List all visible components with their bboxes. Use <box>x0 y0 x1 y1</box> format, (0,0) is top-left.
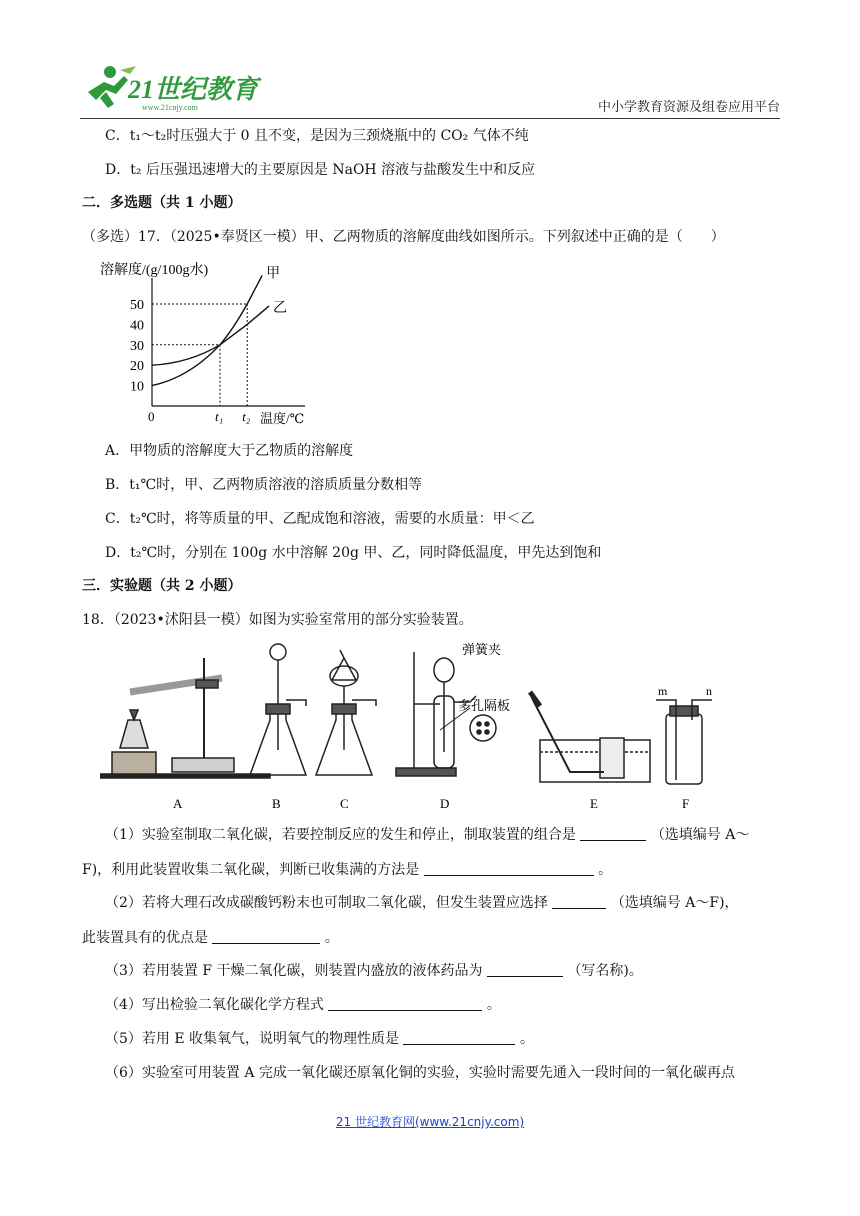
q18-p2-line2 <box>82 928 339 948</box>
apparatus-b <box>250 644 306 775</box>
apparatus-f <box>656 700 712 784</box>
q17-option-d: D．t₂℃时，分别在 100g 水中溶解 20g 甲、乙，同时降低温度，甲先达到饱和 <box>105 545 602 561</box>
q17-option-b: B．t₁℃时，甲、乙两物质溶液的溶质质量分数相等 <box>105 477 423 493</box>
port-n-label: n <box>706 684 712 698</box>
q18-blank-7[interactable] <box>403 1030 515 1045</box>
q18-stem: 18．（2023•沭阳县一模）如图为实验室常用的部分实验装置。 <box>82 612 473 628</box>
q18-blank-5[interactable] <box>487 962 563 977</box>
port-m-label: m <box>658 684 668 698</box>
q18-p1-line2 <box>82 860 612 880</box>
apparatus-label-c: C <box>340 796 349 811</box>
series-label: 乙 <box>272 301 287 317</box>
apparatus-figure <box>100 640 720 815</box>
page-header <box>80 62 780 118</box>
q18-p1a: （1）实验室制取二氧化碳，若要控制反应的发生和停止，制取装置的组合是 <box>105 827 576 843</box>
y-tick-label: 30 <box>130 338 144 354</box>
logo-sub: www.21cnjy.com <box>142 103 198 112</box>
q18-p3a: （3）若用装置 F 干燥二氧化碳，则装置内盛放的液体药品为 <box>105 963 483 979</box>
y-tick-label: 20 <box>130 359 144 375</box>
q18-p2-line1 <box>105 893 739 913</box>
y-tick-label: 50 <box>130 298 144 313</box>
y-tick-label: 10 <box>130 379 144 395</box>
series-line-1 <box>152 275 262 385</box>
q18-blank-3[interactable] <box>552 894 606 909</box>
y-tick-label: 40 <box>130 318 144 334</box>
apparatus-label-e: E <box>590 796 598 811</box>
q18-blank-1[interactable] <box>580 826 646 841</box>
q18-p1-line1 <box>105 825 749 845</box>
series-line-2 <box>152 306 269 365</box>
apparatus-label-f: F <box>682 796 690 811</box>
page-footer <box>0 1113 860 1130</box>
q18-p2b: （选填编号 A～F)， <box>610 895 739 911</box>
solubility-chart <box>100 256 320 431</box>
spring-clip-label: 弹簧夹 <box>462 642 502 657</box>
q18-blank-2[interactable] <box>424 861 594 876</box>
q18-p5a: （5）若用 E 收集氧气，说明氧气的物理性质是 <box>105 1031 400 1047</box>
section-2-title: 二．多选题（共 1 小题） <box>82 195 242 211</box>
q18-p3b: （写名称)。 <box>567 963 643 979</box>
q18-p3-line <box>105 961 643 981</box>
header-divider <box>80 118 780 119</box>
q17-option-c: C．t₂℃时，将等质量的甲、乙配成饱和溶液，需要的水质量：甲＜乙 <box>105 511 535 527</box>
x-tick-label: 0 <box>148 409 155 424</box>
apparatus-label-b: B <box>272 796 281 811</box>
q18-blank-4[interactable] <box>212 929 320 944</box>
porous-plate-label: 多孔隔板 <box>458 698 511 713</box>
q16-option-c: C．t₁～t₂时压强大于 0 且不变，是因为三颈烧瓶中的 CO₂ 气体不纯 <box>105 128 529 144</box>
q16-option-d: D．t₂ 后压强迅速增大的主要原因是 NaOH 溶液与盐酸发生中和反应 <box>105 162 536 178</box>
chart-ylabel: 溶解度/(g/100g水) <box>100 263 209 278</box>
apparatus-label-a: A <box>173 796 183 811</box>
q18-p1c: F)，利用此装置收集二氧化碳，判断已收集满的方法是 <box>82 862 420 878</box>
chart-xlabel: 温度/℃ <box>260 411 305 426</box>
x-tick-label: t₂ <box>242 409 251 424</box>
q18-p4a: （4）写出检验二氧化碳化学方程式 <box>105 997 324 1013</box>
x-tick-label: t₁ <box>215 409 224 424</box>
q18-p5-line <box>105 1029 534 1049</box>
apparatus-c <box>316 650 376 775</box>
chart-axes <box>152 278 305 406</box>
q18-p5b: 。 <box>519 1031 534 1047</box>
q18-blank-6[interactable] <box>328 996 482 1011</box>
apparatus-d <box>396 652 496 776</box>
logo <box>80 62 320 114</box>
footer-link[interactable]: 21 世纪教育网(www.21cnjy.com) <box>335 1115 525 1129</box>
q18-p2c: 此装置具有的优点是 <box>82 930 208 946</box>
series-label: 甲 <box>266 266 281 282</box>
q18-p2a: （2）若将大理石改成碳酸钙粉末也可制取二氧化碳，但发生装置应选择 <box>105 895 548 911</box>
q17-stem: （多选）17．（2025•奉贤区一模）甲、乙两物质的溶解度曲线如图所示。下列叙述中正确的是（ ） <box>82 229 725 245</box>
section-3-title: 三．实验题（共 2 小题） <box>82 578 242 594</box>
q18-p4-line <box>105 995 501 1015</box>
q18-p1d: 。 <box>598 862 613 878</box>
header-slogan: 中小学教育资源及组卷应用平台 <box>597 100 780 115</box>
logo-text: 21世纪教育 <box>128 75 259 104</box>
q18-p6-line: （6）实验室可用装置 A 完成一氧化碳还原氧化铜的实验，实验时需要先通入一段时间的一氧化碳再点 <box>105 1065 735 1081</box>
q17-option-a: A．甲物质的溶解度大于乙物质的溶解度 <box>105 443 354 459</box>
q18-p1b: （选填编号 A～ <box>650 827 750 843</box>
apparatus-label-d: D <box>440 796 450 811</box>
apparatus-a <box>100 658 270 778</box>
q18-p2d: 。 <box>324 930 339 946</box>
apparatus-e <box>530 692 650 782</box>
q18-p4b: 。 <box>486 997 501 1013</box>
